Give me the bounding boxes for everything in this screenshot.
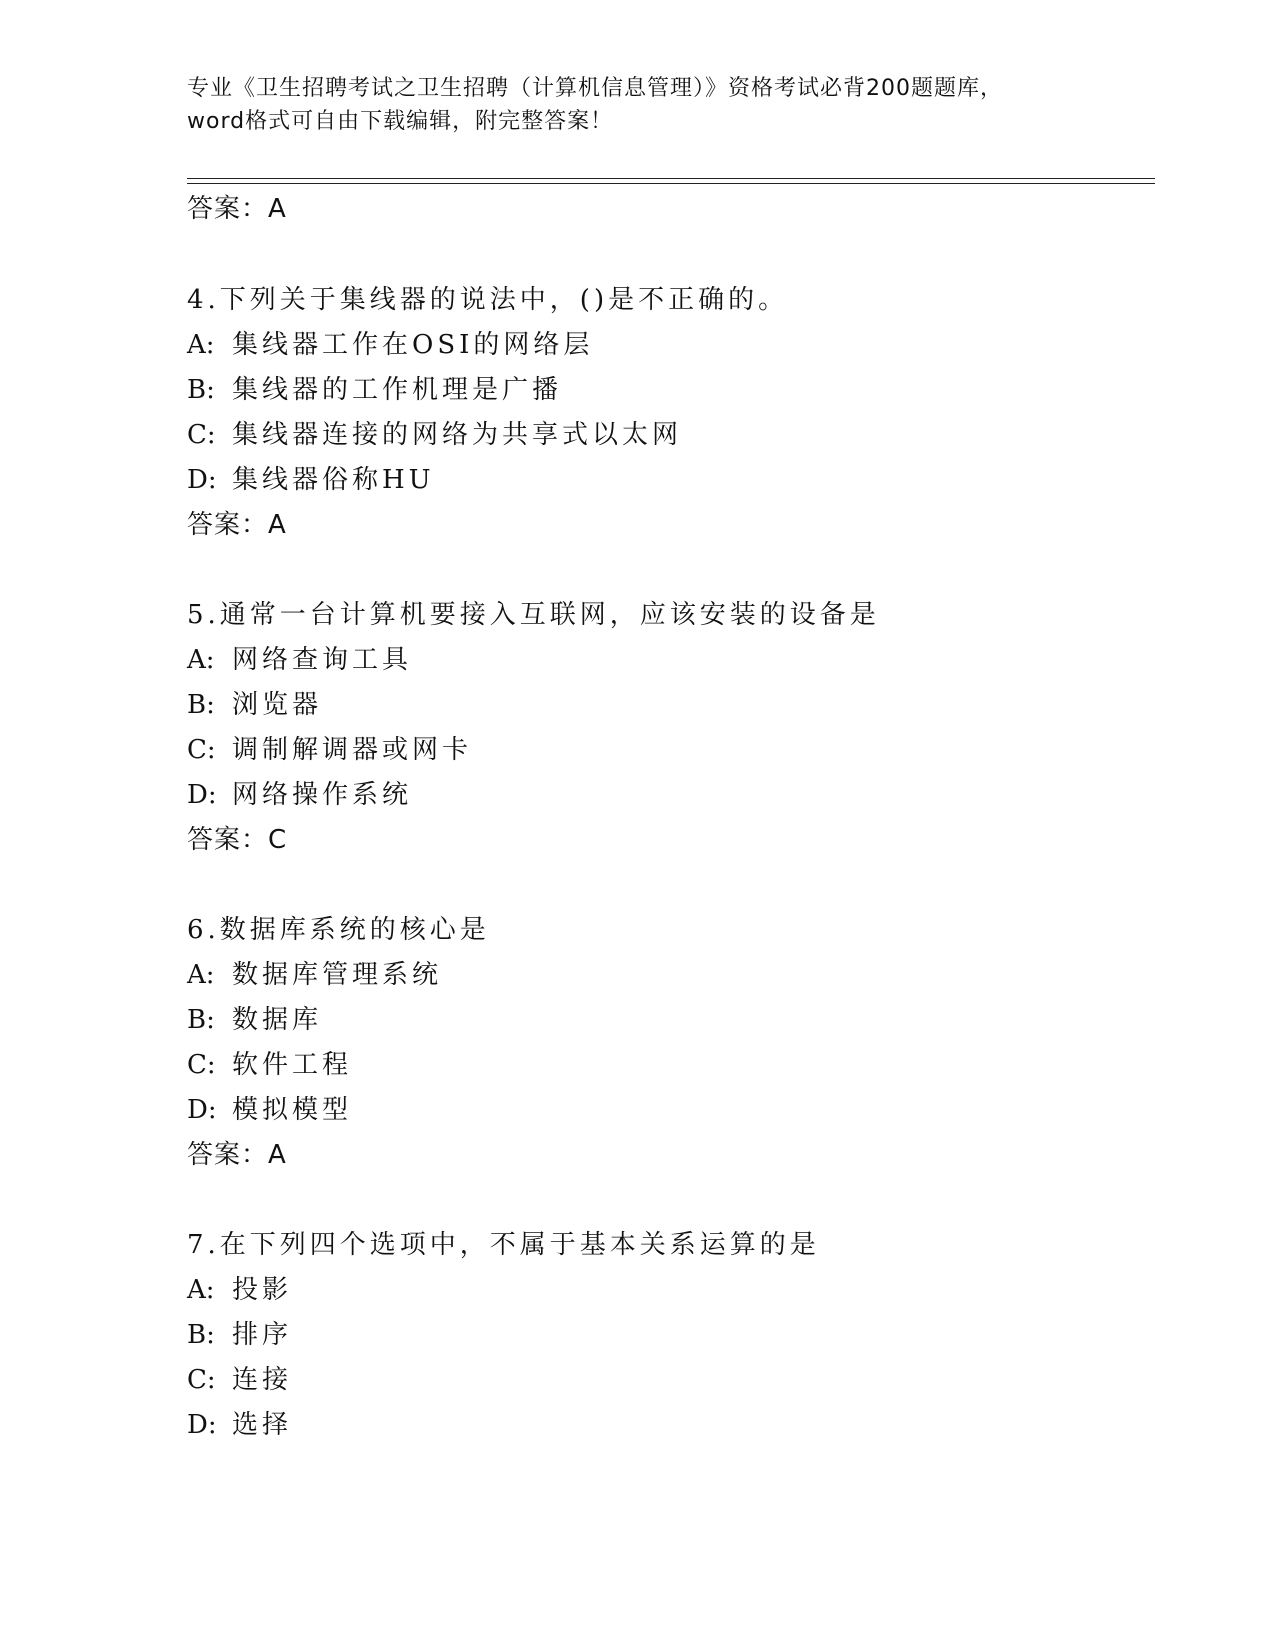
option-text: 软件工程: [232, 1050, 353, 1080]
question-4-option-c: [187, 418, 682, 452]
header-divider-top: [187, 178, 1155, 179]
question-5-option-d: [187, 778, 412, 812]
option-text: 选择: [232, 1410, 293, 1440]
question-7-option-a: [187, 1273, 292, 1307]
question-6-option-c: [187, 1048, 352, 1082]
question-6-option-a: [187, 958, 442, 992]
option-text: 投影: [232, 1275, 293, 1305]
header-divider-bottom: [187, 183, 1155, 184]
question-5-option-b: [187, 688, 322, 722]
option-text: 集线器的工作机理是广播: [232, 375, 563, 405]
option-label: B:: [187, 690, 215, 720]
option-text: 网络查询工具: [232, 645, 413, 675]
option-text: 浏览器: [232, 690, 323, 720]
question-7-option-b: [187, 1318, 292, 1352]
option-label: C:: [187, 1365, 216, 1395]
document-header: [187, 72, 1107, 138]
answer-previous: 答案：A: [187, 194, 287, 224]
option-text: 排序: [232, 1320, 293, 1350]
question-7-option-c: [187, 1363, 292, 1397]
option-text: 集线器俗称HU: [232, 465, 435, 495]
option-label: A:: [187, 330, 215, 360]
question-6-stem: 6.数据库系统的核心是: [187, 915, 490, 945]
header-line-1: 专业《卫生招聘考试之卫生招聘（计算机信息管理）》资格考试必背200题题库，: [187, 76, 1003, 101]
option-text: 数据库管理系统: [232, 960, 443, 990]
option-text: 连接: [232, 1365, 293, 1395]
question-4-option-d: [187, 463, 435, 497]
question-7-option-d: [187, 1408, 292, 1442]
option-label: A:: [187, 645, 215, 675]
option-label: A:: [187, 960, 215, 990]
answer-question-4: 答案：A: [187, 510, 287, 540]
question-6-option-d: [187, 1093, 352, 1127]
question-5-option-c: [187, 733, 472, 767]
option-text: 调制解调器或网卡: [232, 735, 473, 765]
option-label: B:: [187, 375, 215, 405]
option-text: 网络操作系统: [232, 780, 413, 810]
option-label: A:: [187, 1275, 215, 1305]
option-label: C:: [187, 420, 216, 450]
option-text: 集线器连接的网络为共享式以太网: [232, 420, 683, 450]
option-label: D:: [187, 780, 217, 810]
question-7-stem: 7.在下列四个选项中，不属于基本关系运算的是: [187, 1230, 820, 1260]
answer-question-5: 答案：C: [187, 825, 288, 855]
question-5-stem: 5.通常一台计算机要接入互联网，应该安装的设备是: [187, 600, 880, 630]
option-text: 数据库: [232, 1005, 323, 1035]
question-4-option-b: [187, 373, 562, 407]
question-5-option-a: [187, 643, 412, 677]
option-text: 集线器工作在OSI的网络层: [232, 330, 594, 360]
option-text: 模拟模型: [232, 1095, 353, 1125]
question-4-option-a: [187, 328, 593, 362]
header-line-2: word格式可自由下载编辑，附完整答案！: [187, 109, 614, 134]
question-6-option-b: [187, 1003, 322, 1037]
option-label: C:: [187, 1050, 216, 1080]
option-label: D:: [187, 465, 217, 495]
option-label: B:: [187, 1005, 215, 1035]
option-label: D:: [187, 1095, 217, 1125]
question-4-stem: 4.下列关于集线器的说法中，()是不正确的。: [187, 285, 789, 315]
option-label: B:: [187, 1320, 215, 1350]
option-label: D:: [187, 1410, 217, 1440]
option-label: C:: [187, 735, 216, 765]
answer-question-6: 答案：A: [187, 1140, 287, 1170]
